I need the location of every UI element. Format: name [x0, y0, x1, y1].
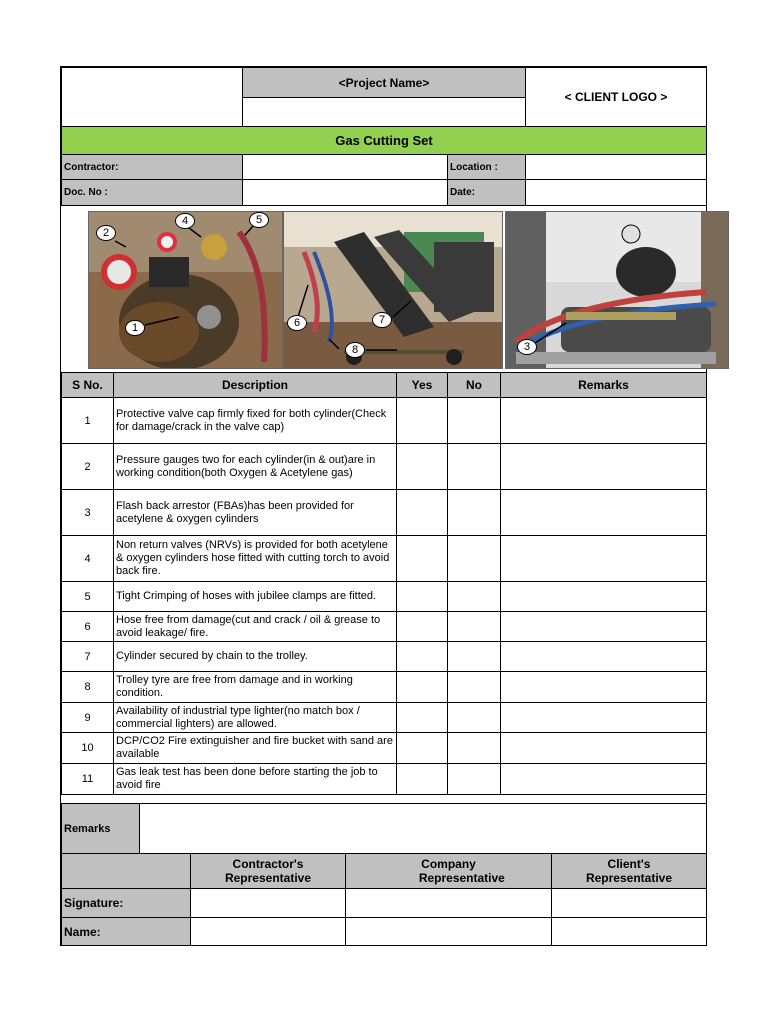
- sno-header: S No.: [61, 372, 114, 398]
- company-name[interactable]: [345, 917, 552, 946]
- company-signature[interactable]: [345, 888, 552, 918]
- remarks-field[interactable]: [139, 803, 707, 854]
- row-description: Flash back arrestor (FBAs)has been provided for acetylene & oxygen cylinders: [113, 489, 397, 536]
- row-no-cell[interactable]: [447, 535, 501, 582]
- row-description: Gas leak test has been done before starting the job to avoid fire: [113, 763, 397, 795]
- row-number: 7: [61, 641, 114, 672]
- row-remarks-cell[interactable]: [500, 535, 707, 582]
- row-yes-cell[interactable]: [396, 581, 448, 612]
- row-number: 6: [61, 611, 114, 642]
- callout-5: 5: [249, 212, 269, 228]
- row-description: DCP/CO2 Fire extinguisher and fire bucket with sand are available: [113, 732, 397, 764]
- callout-6: 6: [287, 315, 307, 331]
- yes-header: Yes: [396, 372, 448, 398]
- row-remarks-cell[interactable]: [500, 763, 707, 795]
- row-remarks-cell[interactable]: [500, 641, 707, 672]
- row-yes-cell[interactable]: [396, 535, 448, 582]
- location-label: Location :: [447, 154, 526, 180]
- row-no-cell[interactable]: [447, 702, 501, 733]
- contractor-signature[interactable]: [190, 888, 346, 918]
- row-remarks-cell[interactable]: [500, 702, 707, 733]
- row-remarks-cell[interactable]: [500, 443, 707, 490]
- row-number: 5: [61, 581, 114, 612]
- row-description: Protective valve cap firmly fixed for both cylinder(Check for damage/crack in the valve cap): [113, 397, 397, 444]
- client-name[interactable]: [551, 917, 707, 946]
- row-remarks-cell[interactable]: [500, 732, 707, 764]
- row-no-cell[interactable]: [447, 397, 501, 444]
- row-yes-cell[interactable]: [396, 397, 448, 444]
- date-label: Date:: [447, 179, 526, 206]
- row-description: Tight Crimping of hoses with jubilee clamps are fitted.: [113, 581, 397, 612]
- row-no-cell[interactable]: [447, 732, 501, 764]
- project-name: <Project Name>: [242, 67, 526, 98]
- row-remarks-cell[interactable]: [500, 397, 707, 444]
- client-logo: < CLIENT LOGO >: [525, 67, 707, 127]
- row-remarks-cell[interactable]: [500, 489, 707, 536]
- client-signature[interactable]: [551, 888, 707, 918]
- contractor-rep-header: Contractor's Representative: [190, 853, 346, 889]
- row-remarks-cell[interactable]: [500, 581, 707, 612]
- row-description: Pressure gauges two for each cylinder(in & out)are in working condition(both Oxygen & Acetylene gas): [113, 443, 397, 490]
- signoff-corner: [61, 853, 191, 889]
- row-description: Hose free from damage(cut and crack / oil & grease to avoid leakage/ fire.: [113, 611, 397, 642]
- row-remarks-cell[interactable]: [500, 611, 707, 642]
- row-number: 10: [61, 732, 114, 764]
- row-no-cell[interactable]: [447, 581, 501, 612]
- signature-label: Signature:: [61, 888, 191, 918]
- row-description: Availability of industrial type lighter(no match box / commercial lighters) are allowed.: [113, 702, 397, 733]
- callout-3: 3: [517, 339, 537, 355]
- row-number: 9: [61, 702, 114, 733]
- row-yes-cell[interactable]: [396, 489, 448, 536]
- no-header: No: [447, 372, 501, 398]
- checklist-sheet: [60, 66, 707, 946]
- row-number: 4: [61, 535, 114, 582]
- row-number: 2: [61, 443, 114, 490]
- callout-arrows: [61, 67, 708, 377]
- contractor-name[interactable]: [190, 917, 346, 946]
- name-label: Name:: [61, 917, 191, 946]
- row-no-cell[interactable]: [447, 443, 501, 490]
- row-yes-cell[interactable]: [396, 702, 448, 733]
- row-no-cell[interactable]: [447, 671, 501, 703]
- row-yes-cell[interactable]: [396, 671, 448, 703]
- docno-label: Doc. No :: [61, 179, 243, 206]
- callout-2: 2: [96, 225, 116, 241]
- row-yes-cell[interactable]: [396, 763, 448, 795]
- row-no-cell[interactable]: [447, 489, 501, 536]
- form-title: Gas Cutting Set: [61, 126, 707, 155]
- row-description: Non return valves (NRVs) is provided for both acetylene & oxygen cylinders hose fitted with cutting torch to avoid back fire.: [113, 535, 397, 582]
- callout-7: 7: [372, 312, 392, 328]
- row-description: Trolley tyre are free from damage and in working condition.: [113, 671, 397, 703]
- remarks-label: Remarks: [61, 803, 140, 854]
- row-yes-cell[interactable]: [396, 443, 448, 490]
- row-number: 1: [61, 397, 114, 444]
- row-no-cell[interactable]: [447, 763, 501, 795]
- row-no-cell[interactable]: [447, 611, 501, 642]
- contractor-label: Contractor:: [61, 154, 243, 180]
- row-remarks-cell[interactable]: [500, 671, 707, 703]
- row-no-cell[interactable]: [447, 641, 501, 672]
- company-rep-header: Company Representative: [345, 853, 552, 889]
- callout-1: 1: [125, 320, 145, 336]
- row-yes-cell[interactable]: [396, 641, 448, 672]
- row-number: 3: [61, 489, 114, 536]
- description-header: Description: [113, 372, 397, 398]
- row-yes-cell[interactable]: [396, 732, 448, 764]
- row-description: Cylinder secured by chain to the trolley.: [113, 641, 397, 672]
- remarks-header: Remarks: [500, 372, 707, 398]
- callout-8: 8: [345, 342, 365, 358]
- callout-4: 4: [175, 213, 195, 229]
- row-number: 11: [61, 763, 114, 795]
- row-yes-cell[interactable]: [396, 611, 448, 642]
- row-number: 8: [61, 671, 114, 703]
- client-rep-header: Client's Representative: [551, 853, 707, 889]
